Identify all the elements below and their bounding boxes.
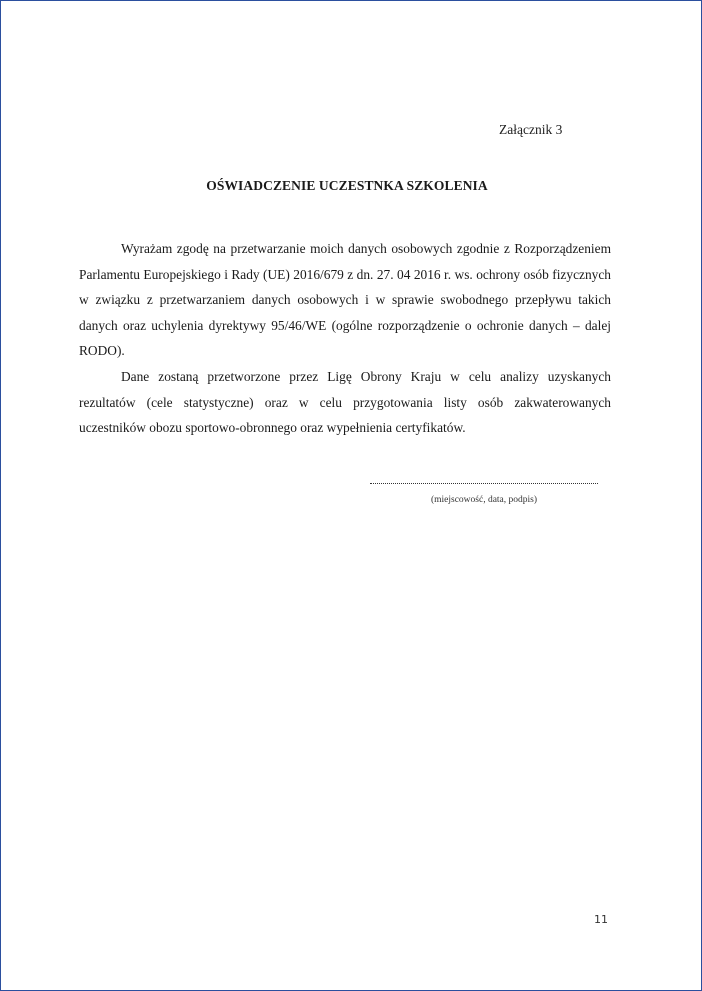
signature-caption: (miejscowość, data, podpis) (430, 495, 538, 505)
data-purpose-paragraph: Dane zostaną przetworzone przez Ligę Obrony Kraju w celu analizy uzyskanych rezultatów (cele statystyczne) oraz w celu przygotowania listy osób zakwaterowanych uczestników obozu sportowo-obronnego oraz wypełnienia certyfikatów. (79, 368, 611, 436)
document-title: OŚWIADCZENIE UCZESTNKA SZKOLENIA (206, 178, 488, 193)
consent-paragraph: Wyrażam zgodę na przetwarzanie moich danych osobowych zgodnie z Rozporządzeniem Parlamentu Europejskiego i Rady (UE) 2016/679 z dn. 27. 04 2016 r. ws. ochrony osób fizycznych w związku z przetwarzaniem danych osobowych i w sprawie swobodnego przepływu takich danych oraz uchylenia dyrektywy 95/46/WE (ogólne rozporządzenie o ochronie danych – dalej RODO). (79, 241, 611, 359)
document-body (79, 236, 611, 441)
annex-label: Załącznik 3 (499, 122, 563, 137)
page-number: 11 (594, 913, 608, 926)
signature-line (370, 483, 598, 484)
